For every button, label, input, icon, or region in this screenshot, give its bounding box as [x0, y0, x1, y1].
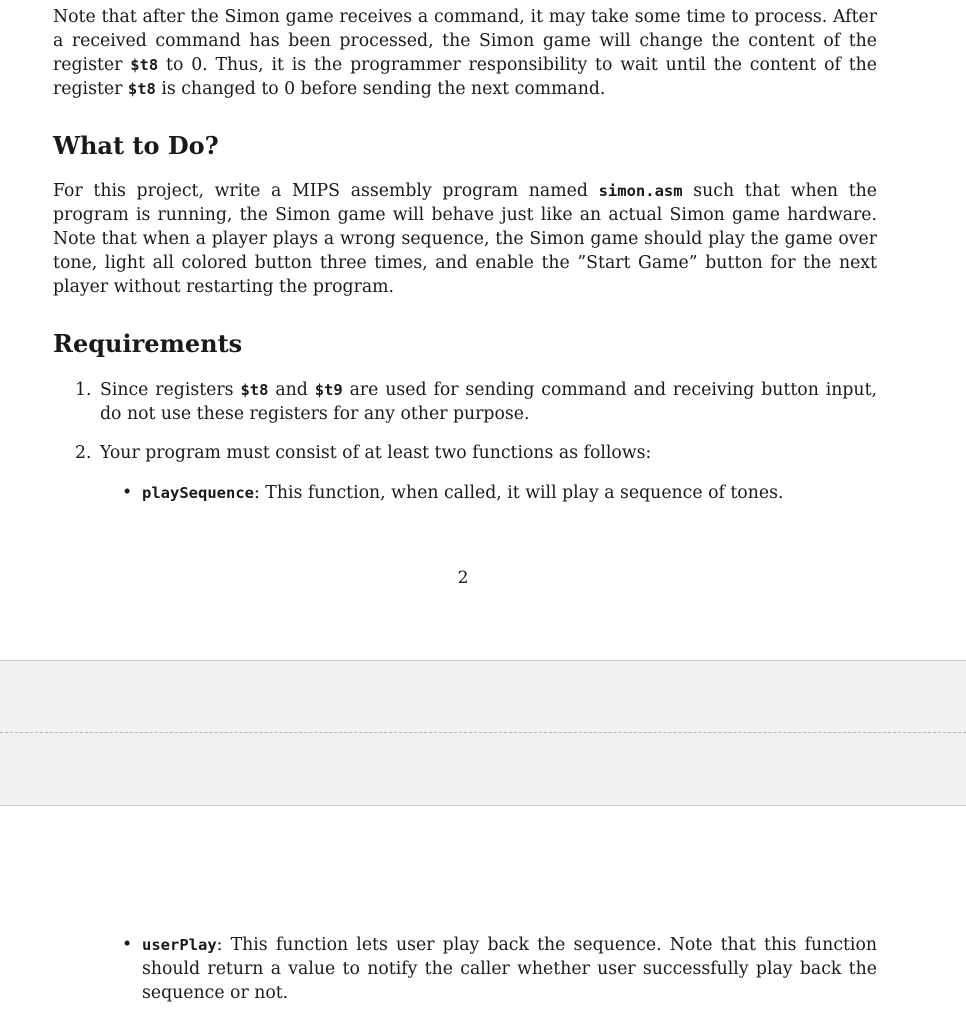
what-to-do-text-1: For this project, write a MIPS assembly program named — [53, 181, 599, 201]
item-number: 1. — [75, 380, 92, 400]
filename: simon.asm — [598, 182, 683, 200]
section-heading-requirements: Requirements — [53, 329, 243, 358]
function-description: : This function, when called, it will play a sequence of tones. — [253, 483, 784, 503]
bullet-text — [142, 481, 877, 505]
intro-text-2: to 0. Thus, it is the programmer responsibility to wait until the content of the register — [53, 55, 877, 99]
bullet-icon: • — [122, 935, 133, 955]
requirement-text-1: Since registers — [100, 380, 241, 400]
requirement-text: Your program must consist of at least two functions as follows: — [100, 443, 652, 463]
item-number: 2. — [75, 443, 92, 463]
requirement-text-2: and — [268, 380, 315, 400]
document-page — [0, 806, 966, 1024]
requirement-item-1 — [75, 378, 877, 426]
requirement-item-2 — [75, 441, 877, 465]
function-bullet-playsequence — [122, 481, 877, 505]
function-bullet-userplay — [122, 933, 877, 1005]
requirement-text — [100, 378, 877, 426]
function-description: : This function lets user play back the sequence. Note that this function should return a value to notify the caller whether user successfully play back the sequence or not. — [142, 935, 877, 1003]
register-t8: $t8 — [127, 80, 156, 98]
page-gap — [0, 660, 966, 806]
section-heading-what-to-do: What to Do? — [53, 131, 219, 160]
what-to-do-text-2: such that when the program is running, the Simon game will behave just like an actual Simon game hardware. Note that when a player plays a wrong sequence, the Simon game should play the game over tone, light all colored button three times, and enable the ”Start Game” button for the next player without restarting the program. — [53, 181, 878, 297]
what-to-do-paragraph — [53, 179, 877, 299]
page-number: 2 — [457, 568, 469, 588]
register-t8: $t8 — [130, 56, 159, 74]
bullet-icon: • — [122, 483, 133, 503]
intro-text-1: Note that after the Simon game receives a command, it may take some time to process. After a received command has been processed, the Simon game will change the content of the register — [53, 7, 877, 75]
page-break-divider — [0, 732, 966, 733]
bullet-text — [142, 933, 877, 1005]
requirement-text-3: are used for sending command and receiving button input, do not use these registers for any other purpose. — [100, 380, 878, 424]
intro-paragraph — [53, 5, 877, 101]
register-t8: $t8 — [240, 381, 269, 399]
register-t9: $t9 — [314, 381, 343, 399]
intro-text-3: is changed to 0 before sending the next command. — [155, 79, 606, 99]
function-name: playSequence — [142, 484, 254, 502]
function-name: userPlay — [142, 936, 217, 954]
